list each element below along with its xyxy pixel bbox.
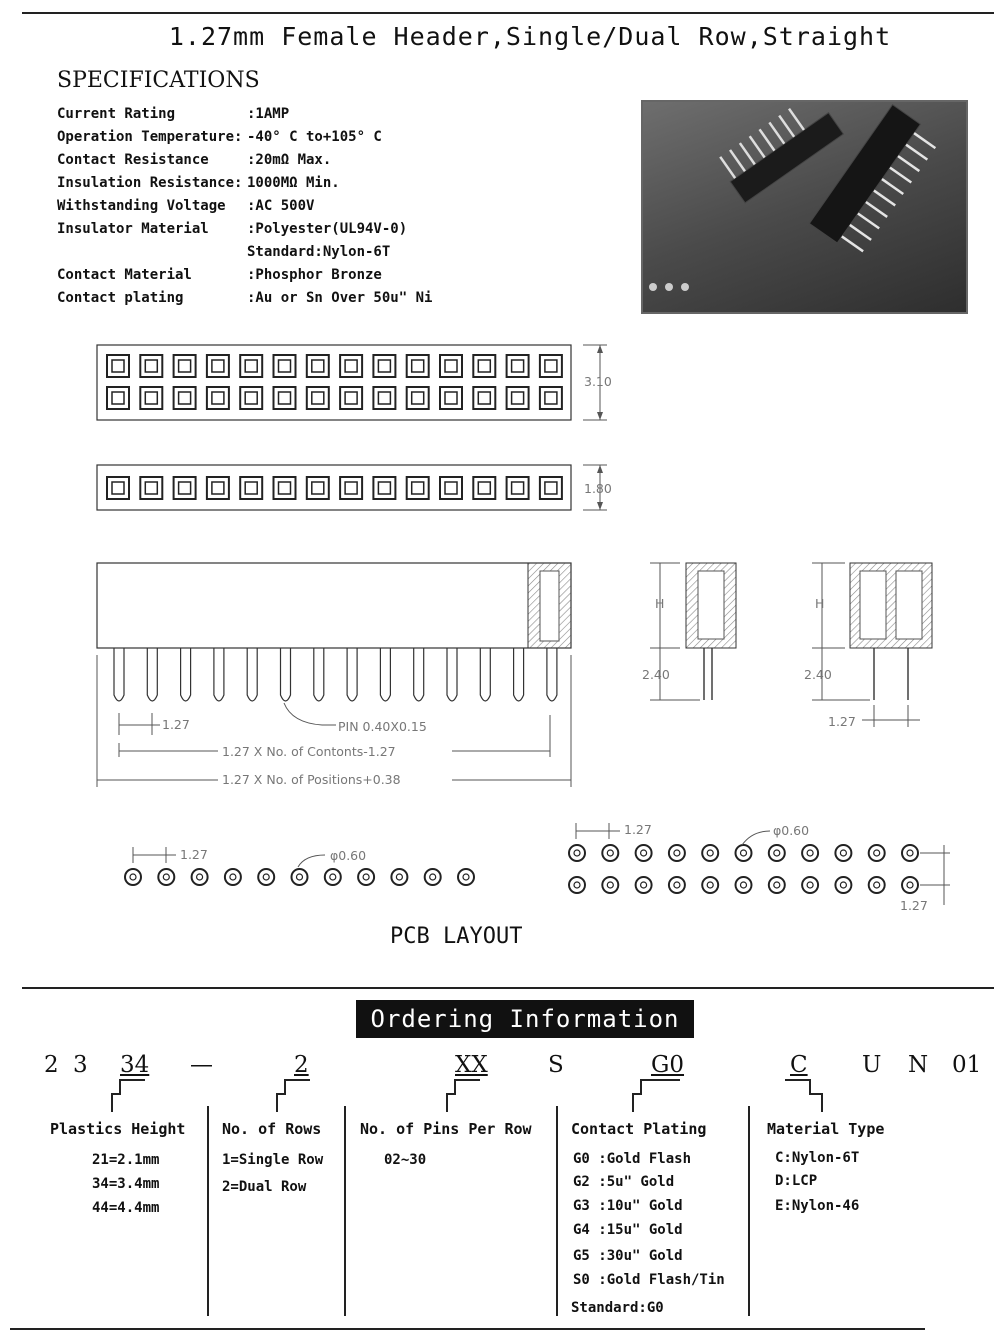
top-view-drawings: [0, 335, 660, 525]
contact-cavity: [274, 355, 296, 377]
contact-cavity: [340, 355, 362, 377]
contact-cavity: [440, 387, 462, 409]
pin: [247, 648, 257, 701]
pcb-hole: [636, 877, 652, 893]
pcb-hole: [569, 845, 585, 861]
spec-row: Contact Resistance :20mΩ Max.: [57, 152, 332, 168]
pin: [547, 648, 557, 701]
dual-row-height-label: 3.10: [584, 374, 612, 389]
contact-cavity: [407, 355, 429, 377]
plastics-height-option: 44=4.4mm: [92, 1200, 160, 1216]
contact-cavity: [307, 387, 329, 409]
spec-row: Insulator Material :Polyester(UL94V-0): [57, 221, 408, 237]
contact-plating-heading: Contact Plating: [571, 1120, 707, 1138]
pcb-dual-hole-label: φ0.60: [773, 823, 810, 838]
pcb-single-pitch-label: 1.27: [180, 847, 208, 862]
contact-cavity: [174, 355, 196, 377]
material-type-option: E:Nylon-46: [775, 1198, 860, 1214]
plastics-height-option: 34=3.4mm: [92, 1176, 160, 1192]
pcb-hole: [192, 869, 208, 885]
pcb-hole: [669, 877, 685, 893]
material-type-option: C:Nylon-6T: [775, 1150, 860, 1166]
contact-plating-standard: Standard:G0: [571, 1300, 664, 1316]
contact-cavity: [440, 477, 462, 499]
material-type-heading: Material Type: [767, 1120, 885, 1138]
contact-cavity: [274, 477, 296, 499]
page-title: 1.27mm Female Header,Single/Dual Row,Straight: [168, 22, 892, 51]
pin: [347, 648, 357, 701]
pin: [314, 648, 324, 701]
pcb-hole: [902, 845, 918, 861]
contact-cavity: [373, 387, 395, 409]
code-part-rows: 2: [294, 1052, 309, 1078]
contact-cavity: [207, 355, 229, 377]
contact-cavity: [240, 355, 262, 377]
pcb-hole: [769, 845, 785, 861]
contact-plating-option: G3 :10u" Gold: [573, 1198, 683, 1214]
code-part: 2: [44, 1052, 59, 1078]
row-pitch-label: 1.27: [828, 714, 856, 729]
pcb-hole: [569, 877, 585, 893]
column-divider: [748, 1106, 750, 1316]
spec-row: Operation Temperature: -40° C to+105° C: [57, 129, 382, 145]
code-part: N: [908, 1052, 929, 1078]
contents-formula-label: 1.27 X No. of Contonts-1.27: [222, 744, 396, 759]
contact-cavity: [107, 387, 129, 409]
pcb-hole: [835, 845, 851, 861]
contact-cavity: [507, 387, 529, 409]
contact-cavity: [507, 477, 529, 499]
pitch-label: 1.27: [162, 717, 190, 732]
single-row-top-view: [97, 465, 607, 510]
contact-cavity: [507, 355, 529, 377]
contact-cavity: [274, 387, 296, 409]
contact-cavity: [407, 477, 429, 499]
side-view-drawing: [0, 555, 620, 800]
contact-cavity: [373, 355, 395, 377]
spec-row: Insulation Resistance: 1000MΩ Min.: [57, 175, 340, 191]
height-label-dual: H: [815, 596, 825, 611]
contact-cavity: [240, 477, 262, 499]
contact-plating-option: G0 :Gold Flash: [573, 1151, 692, 1167]
pin-size-label: PIN 0.40X0.15: [338, 719, 427, 734]
contact-cavity: [307, 355, 329, 377]
pcb-hole: [736, 877, 752, 893]
pcb-hole: [602, 845, 618, 861]
pin: [114, 648, 124, 701]
spec-row: Current Rating :1AMP: [57, 106, 290, 122]
contact-cavity: [107, 477, 129, 499]
pcb-hole: [292, 869, 308, 885]
contact-cavity: [140, 477, 162, 499]
pcb-row-pitch-label: 1.27: [900, 898, 928, 913]
pcb-hole: [391, 869, 407, 885]
pin: [214, 648, 224, 701]
contact-cavity: [107, 355, 129, 377]
code-part: U: [862, 1052, 882, 1078]
rows-option: 2=Dual Row: [222, 1179, 307, 1195]
tail-length-label-single: 2.40: [642, 667, 670, 682]
pcb-hole: [869, 877, 885, 893]
pins-per-row-heading: No. of Pins Per Row: [360, 1120, 532, 1138]
ordering-top-rule: [22, 987, 994, 989]
contact-cavity: [473, 355, 495, 377]
height-label-single: H: [655, 596, 665, 611]
pcb-hole: [636, 845, 652, 861]
pcb-hole: [258, 869, 274, 885]
specifications-heading: SPECIFICATIONS: [57, 68, 260, 93]
pcb-hole: [902, 877, 918, 893]
tail-length-label-dual: 2.40: [804, 667, 832, 682]
pin: [281, 648, 291, 701]
pin: [181, 648, 191, 701]
pin: [147, 648, 157, 701]
code-part: 3: [73, 1052, 88, 1078]
spec-row: Contact plating :Au or Sn Over 50u" Ni: [57, 290, 433, 306]
plastics-height-heading: Plastics Height: [50, 1120, 186, 1138]
spec-row: Withstanding Voltage :AC 500V: [57, 198, 315, 214]
contact-cavity: [540, 477, 562, 499]
pcb-hole: [458, 869, 474, 885]
code-part-plastics-height: 34: [120, 1052, 150, 1078]
pcb-layout-drawing: [0, 815, 1000, 925]
pcb-hole: [125, 869, 141, 885]
contact-cavity: [207, 477, 229, 499]
bottom-rule: [10, 1328, 925, 1330]
rows-heading: No. of Rows: [222, 1120, 322, 1138]
contact-plating-option: G4 :15u" Gold: [573, 1222, 683, 1238]
top-rule: [22, 12, 994, 14]
code-part-contact-plating: G0: [651, 1052, 685, 1078]
contact-cavity: [540, 387, 562, 409]
pcb-hole: [602, 877, 618, 893]
dual-row-top-view: [97, 345, 607, 420]
contact-cavity: [174, 477, 196, 499]
contact-cavity: [240, 387, 262, 409]
pin: [414, 648, 424, 701]
pcb-layout-caption: PCB LAYOUT: [390, 924, 523, 949]
contact-cavity: [407, 387, 429, 409]
plastics-height-option: 21=2.1mm: [92, 1152, 160, 1168]
pcb-dual-pitch-label: 1.27: [624, 822, 652, 837]
contact-plating-option: G2 :5u" Gold: [573, 1174, 675, 1190]
pins-per-row-range: 02~30: [384, 1152, 427, 1168]
pcb-hole: [669, 845, 685, 861]
contact-cavity: [473, 387, 495, 409]
single-row-height-label: 1.80: [584, 481, 612, 496]
specifications-table: [57, 106, 432, 313]
contact-cavity: [540, 355, 562, 377]
contact-plating-option: G5 :30u" Gold: [573, 1248, 683, 1264]
pin: [380, 648, 390, 701]
code-part-material: C: [790, 1052, 808, 1078]
pin: [514, 648, 524, 701]
contact-cavity: [440, 355, 462, 377]
pcb-hole: [769, 877, 785, 893]
pcb-hole: [702, 877, 718, 893]
pin: [447, 648, 457, 701]
contact-cavity: [174, 387, 196, 409]
code-part: 01: [952, 1052, 982, 1078]
spec-row: Standard:Nylon-6T: [247, 244, 391, 260]
pcb-hole: [802, 845, 818, 861]
header-single-row-image: [715, 102, 843, 203]
contact-cavity: [140, 387, 162, 409]
contact-cavity: [340, 477, 362, 499]
code-connector-lines: [0, 1078, 1000, 1118]
pin: [480, 648, 490, 701]
pcb-hole: [835, 877, 851, 893]
contact-cavity: [307, 477, 329, 499]
cross-section-drawings: [630, 555, 950, 745]
material-type-option: D:LCP: [775, 1173, 818, 1189]
contact-cavity: [207, 387, 229, 409]
pcb-hole: [425, 869, 441, 885]
pcb-single-hole-label: φ0.60: [330, 848, 367, 863]
contact-cavity: [473, 477, 495, 499]
product-photo: [641, 100, 968, 314]
contact-plating-option: S0 :Gold Flash/Tin: [573, 1272, 725, 1288]
pcb-hole: [869, 845, 885, 861]
positions-formula-label: 1.27 X No. of Positions+0.38: [222, 772, 401, 787]
pcb-hole: [158, 869, 174, 885]
pcb-hole: [802, 877, 818, 893]
pcb-hole: [736, 845, 752, 861]
code-part: S: [548, 1052, 564, 1078]
contact-cavity: [340, 387, 362, 409]
pcb-hole: [702, 845, 718, 861]
pcb-hole: [225, 869, 241, 885]
code-part-dash: —: [190, 1052, 213, 1078]
column-divider: [207, 1106, 209, 1316]
rows-option: 1=Single Row: [222, 1152, 324, 1168]
code-part-pins: XX: [455, 1052, 488, 1078]
pcb-hole: [358, 869, 374, 885]
contact-cavity: [373, 477, 395, 499]
ordering-information-banner: Ordering Information: [356, 1000, 694, 1038]
column-divider: [344, 1106, 346, 1316]
contact-cavity: [140, 355, 162, 377]
pcb-hole: [325, 869, 341, 885]
spec-row: Contact Material :Phosphor Bronze: [57, 267, 382, 283]
column-divider: [556, 1106, 558, 1316]
